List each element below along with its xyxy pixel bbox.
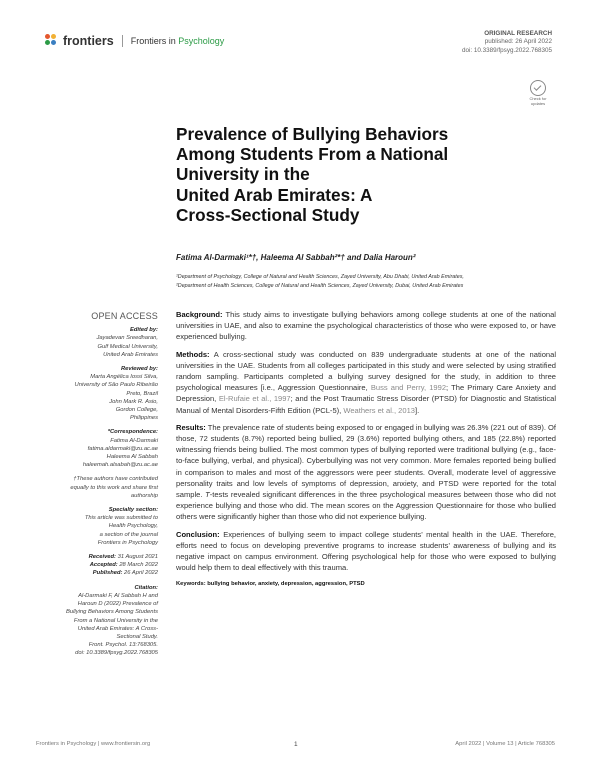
keywords-text: bullying behavior, anxiety, depression, aggression, PTSD (205, 581, 365, 588)
abstract (176, 309, 556, 591)
citation-doi[interactable]: doi: 10.3389/fpsyg.2022.768305 (75, 650, 158, 657)
journal-logo[interactable] (45, 34, 224, 48)
editor-line: United Arab Emirates (103, 351, 158, 358)
article-type: ORIGINAL RESEARCH (484, 30, 552, 37)
citation-line: Front. Psychol. 13:768305. (88, 642, 158, 649)
badge-text-1: Check for (529, 96, 547, 101)
keywords (176, 579, 556, 590)
citation-line: United Arab Emirates: A Cross- (77, 625, 158, 632)
open-access-label: OPEN ACCESS (91, 311, 158, 321)
received-value: 31 August 2021 (115, 554, 158, 561)
abstract-methods (176, 349, 556, 416)
reviewer-line: University of São Paulo Ribeirão (74, 382, 158, 389)
article-dates (36, 553, 158, 578)
contribution-line: †These authors have contributed (73, 476, 158, 483)
background-label: Background: (176, 310, 223, 319)
logo-divider (122, 35, 123, 47)
specialty-label: Specialty section: (108, 507, 158, 514)
journal-accent: Psychology (178, 36, 225, 46)
brand-name: frontiers (63, 34, 114, 48)
editor-line[interactable]: Jayadevan Sreedharan, (96, 335, 158, 342)
title-line: Prevalence of Bullying Behaviors (176, 124, 449, 144)
accepted-value: 28 March 2022 (117, 562, 158, 569)
results-t: T (205, 490, 210, 500)
journal-name (131, 36, 225, 46)
correspondence-email[interactable]: haleemah.alsabah@zu.ac.ae (82, 462, 158, 469)
reviewer-line: Preto, Brazil (126, 390, 158, 397)
author-list[interactable]: Fatima Al-Darmaki¹*†, Haleema Al Sabbah²*† and Dalia Haroun² (176, 253, 416, 262)
specialty-line: Frontiers in Psychology (97, 539, 158, 546)
check-icon (530, 80, 546, 96)
results-text: -tests revealed significant differences in the three psychological measures between those who did not experience bullying and those who did. The mean scores on the Aggression Questionnaire for those who bullied others were significantly higher than those who did not experience bullying. (176, 490, 556, 522)
citation-link[interactable]: El-Rufaie et al., 1997 (218, 394, 291, 404)
methods-label: Methods: (176, 349, 210, 359)
check-for-updates-badge[interactable] (525, 80, 551, 108)
reviewer-line[interactable]: Marta Angélica Iossi Silva, (90, 374, 158, 381)
results-label: Results: (176, 422, 206, 432)
footer-issue-info: April 2022 | Volume 13 | Article 768305 (455, 741, 555, 747)
journal-prefix: Frontiers in (130, 36, 179, 46)
correspondence-email[interactable]: fatima.aldarmaki@zu.ac.ae (87, 445, 158, 452)
citation-line: From a National University in the (73, 617, 158, 624)
accepted-date (36, 561, 158, 569)
abstract-conclusion (176, 529, 556, 574)
article-title (176, 124, 556, 225)
citation-link[interactable]: Weathers et al., 2013 (343, 405, 415, 415)
specialty-line: a section of the journal (99, 531, 158, 538)
citation-line: Bullying Behaviors Among Students (66, 609, 158, 616)
correspondence-label: *Correspondence: (107, 429, 158, 436)
conclusion-text: Experiences of bullying seem to impact college students’ mental health in the UAE. Therefore, efforts need to focus on developing preventive programs to increase students’ awareness of bullying and its negative impact on campus environment. Offering psychological help for those who were exposed to bullying would help them to deal effectively with this trauma. (176, 529, 556, 573)
correspondence-line: Haleema Al Sabbah (106, 454, 158, 461)
methods-text: ; The Primary Care Anxiety and Depression, (176, 383, 556, 404)
affiliation: ²Department of Health Sciences, College of Natural and Health Sciences, Zayed University, Dubai, United Arab Emirates (176, 282, 464, 289)
conclusion-label: Conclusion: (176, 529, 220, 539)
background-text: This study aims to investigate bullying behaviors among college students at one of the national universities in UAE, and also to examine the psychological characteristics of those who were exposed to, or have experienced bullying. (176, 310, 556, 342)
methods-text: ]. (414, 405, 420, 415)
citation-link[interactable]: Buss and Perry, 1992 (370, 383, 447, 393)
title-line: Cross-Sectional Study (176, 204, 360, 225)
affiliations (176, 273, 556, 290)
citation-line: Sectional Study. (116, 633, 158, 640)
specialty-line: This article was submitted to (84, 515, 158, 522)
page-number: 1 (294, 741, 298, 748)
contribution-line: equally to this work and share first (70, 484, 158, 491)
methods-text: A cross-sectional study was conducted on 839 undergraduate students at one of the national universities in the UAE. Students from all colleges participated in this study and were selected by using stratified random sampling. Participants completed a bullying survey designed for the study, in addition to three psychological measures [i.e., Aggression Questionnaire, (176, 349, 556, 393)
abstract-results (176, 422, 556, 523)
reviewer-line[interactable]: John Mark R. Asio, (109, 398, 158, 405)
title-line: University in the (176, 164, 310, 185)
frontiers-logo-icon (45, 34, 59, 48)
published-date-sidebar (36, 569, 158, 577)
correspondence-line: Fatima Al-Darmaki (110, 437, 158, 444)
citation-line: Al-Darmaki F, Al Sabbah H and (78, 592, 158, 599)
keywords-label: Keywords: (176, 581, 206, 588)
methods-text: ; and the Post Traumatic Stress Disorder (PTSD) for Diagnostic and Statistical Manual of Mental Disorders-Fifth Edition (PCL-5), (176, 394, 557, 415)
article-meta (462, 30, 552, 55)
title-line: United Arab Emirates: A (176, 184, 373, 205)
specialty-line: Health Psychology, (108, 523, 158, 530)
citation-line: Haroun D (2022) Prevalence of (77, 601, 158, 608)
article-sidebar (36, 312, 158, 658)
contribution-line: authorship (130, 492, 158, 499)
citation-label: Citation: (134, 584, 158, 591)
accepted-label: Accepted: (89, 562, 118, 569)
reviewed-by-label: Reviewed by: (120, 366, 158, 373)
footer-journal-link[interactable]: Frontiers in Psychology | www.frontiersin.org (36, 741, 151, 747)
editor-line: Gulf Medical University, (97, 343, 158, 350)
affiliation: ¹Department of Psychology, College of Natural and Health Sciences, Zayed University, Abu Dhabi, United Arab Emirates, (176, 274, 464, 280)
published-value: 26 April 2022 (122, 570, 158, 577)
title-line: Among Students From a National (176, 144, 449, 165)
contribution-note (36, 475, 158, 500)
article-doi[interactable]: doi: 10.3389/fpsyg.2022.768305 (462, 46, 552, 54)
published-date: published: 26 April 2022 (484, 38, 552, 46)
reviewer-line: Philippines (129, 415, 158, 422)
edited-by-label: Edited by: (129, 327, 158, 334)
received-date (36, 553, 158, 561)
reviewer-line: Gordon College, (115, 407, 158, 414)
results-text: The prevalence rate of students being exposed to or engaged in bullying was 26.3% (221 out of 839). Of those, 72 students (8.7%) reported being bullied, 29 (3.6%) reported bullying others, and 185 (22.8%) reported witnessing friends being bullied. The most common types of bullying reported were traditional bullying (e.g., face-to-face bullying, verbal, and physical). Cyberbullying was not very common. More females reported being bullied in comparison to males and most of the aggressors were peer students. Overall, moderate level of aggressive personality traits and low levels of symptoms of depression, anxiety, and PTSD were reported for the total sample. (176, 422, 556, 500)
received-label: Received: (88, 554, 116, 561)
published-label: Published: (92, 570, 123, 577)
abstract-background (176, 309, 556, 343)
badge-text-2: updates (530, 100, 546, 106)
